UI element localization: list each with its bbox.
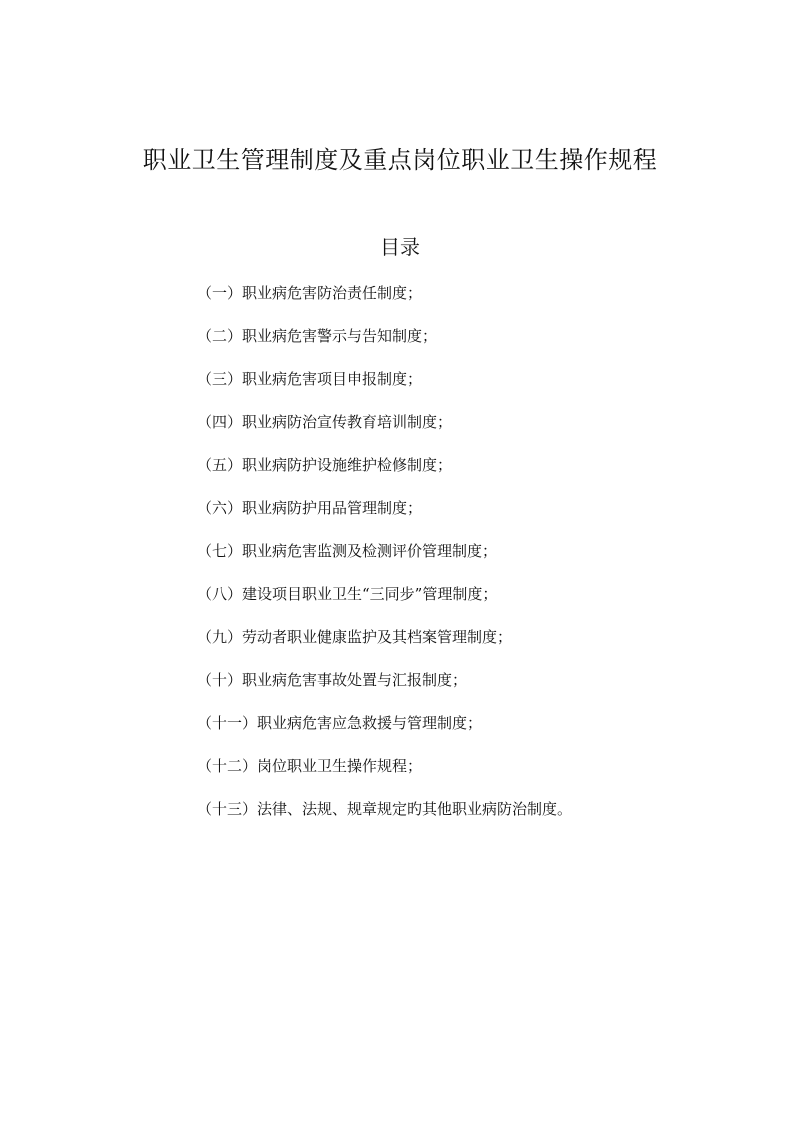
toc-item-10: （十）职业病危害事故处置与汇报制度； [197, 671, 468, 689]
toc-item-4: （四）职业病防治宣传教育培训制度； [197, 413, 453, 431]
toc-heading: 目录 [380, 235, 420, 259]
toc-item-7: （七）职业病危害监测及检测评价管理制度； [197, 542, 498, 560]
document-title: 职业卫生管理制度及重点岗位职业卫生操作规程 [142, 146, 658, 174]
toc-item-2: （二）职业病危害警示与告知制度； [197, 327, 438, 345]
toc-item-9: （九）劳动者职业健康监护及其档案管理制度； [197, 628, 513, 646]
toc-item-12: （十二）岗位职业卫生操作规程； [197, 757, 423, 775]
toc-item-13: （十三）法律、法规、规章规定旳其他职业病防治制度。 [197, 800, 573, 818]
toc-item-11: （十一）职业病危害应急救援与管理制度； [197, 714, 483, 732]
toc-item-3: （三）职业病危害项目申报制度； [197, 370, 423, 388]
toc-list [197, 280, 572, 839]
toc-item-5: （五）职业病防护设施维护检修制度； [197, 456, 453, 474]
toc-item-1: （一）职业病危害防治责任制度； [197, 284, 423, 302]
toc-item-8: （八）建设项目职业卫生“三同步”管理制度； [197, 585, 498, 603]
toc-item-6: （六）职业病防护用品管理制度； [197, 499, 423, 517]
